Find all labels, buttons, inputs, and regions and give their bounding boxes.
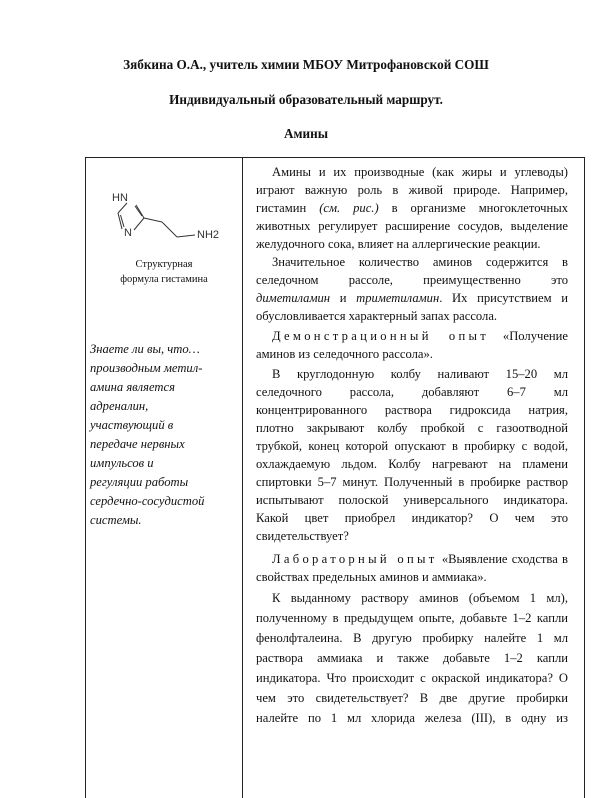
header-route: Индивидуальный образовательный маршрут.	[169, 92, 443, 107]
paragraph-4-line: В круглодонную колбу наливают 15–20 мл	[272, 367, 568, 381]
demo-experiment-title: «Получение	[502, 329, 568, 343]
paragraph-4-line: испытывают полоской универсального индикатора.	[256, 493, 568, 507]
sidebar-line: адреналин,	[90, 399, 149, 413]
header-author: Зябкина О.А., учитель химии МБОУ Митрофановской СОШ	[123, 57, 489, 72]
label-hn: HN	[112, 192, 128, 204]
lab-experiment-heading-line: свойствах предельных аминов и аммиака».	[256, 570, 487, 584]
sidebar-line: производным метил-	[90, 361, 203, 375]
paragraph-4-line: плотно закрывают колбу пробкой с газоотводной	[256, 421, 568, 435]
paragraph-4-line: спиртовки 5–7 минут. Полученный в пробирке раствор	[256, 475, 568, 489]
column-divider	[242, 157, 243, 798]
sidebar-line: сердечно-сосудистой	[90, 494, 205, 508]
sidebar-line: системы.	[90, 513, 142, 527]
see-figure-note: (см. рис.)	[319, 201, 379, 215]
dimethylamine-term: диметиламин	[256, 291, 331, 305]
paragraph-1-line: играют важную роль в живой природе. Например,	[256, 183, 568, 197]
figure-caption-line2: формула гистамина	[120, 274, 208, 285]
sidebar-line: Знаете ли вы, что…	[90, 342, 200, 356]
paragraph-1-line: животных регулирует расширение сосудов, выделение	[256, 219, 568, 233]
paragraph-4-line: охлаждаемую льдом. Колбу нагревают на пламени	[256, 457, 568, 471]
paragraph-2-line: Значительное количество аминов содержится в	[272, 255, 568, 269]
header-topic: Амины	[284, 126, 328, 141]
paragraph-4-line: концентрированного раствора гидроксида натрия,	[256, 403, 568, 417]
histamine-word: гистамин	[256, 201, 307, 215]
paragraph-1-line	[256, 200, 568, 216]
paragraph-4-line: селедочного рассола, добавляют 6–7 мл	[256, 385, 568, 399]
paragraph-6-line: налейте по 1 мл хлорида железа (III), в одну из	[256, 711, 568, 725]
paragraph-4-line: Какой цвет приобрел индикатор? О чем это	[256, 511, 568, 525]
sidebar-line: участвующий в	[90, 418, 174, 432]
sidebar-line: передаче нервных	[90, 437, 185, 451]
paragraph-1-fragment: в организме многоклеточных	[391, 201, 568, 215]
paragraph-6-line: раствора аммиака и также добавьте 1–2 капли	[256, 651, 568, 665]
paragraph-6-line: чем это свидетельствует? В две другие пробирки	[256, 691, 568, 705]
lab-experiment-label: Лабораторный опыт	[272, 552, 438, 566]
figure-caption-line1: Структурная	[135, 259, 193, 270]
conjunction: и	[330, 291, 357, 305]
paragraph-2-line	[256, 290, 568, 306]
sidebar-line: импульсов и	[90, 456, 154, 470]
paragraph-6-line: К выданному раствору аминов (объемом 1 мл),	[272, 591, 568, 605]
trimethylamine-term: триметиламин	[356, 291, 440, 305]
sidebar-line: амина является	[90, 380, 175, 394]
label-n: N	[124, 227, 132, 239]
paragraph-2-line: обусловливается характерный запах рассола.	[256, 309, 498, 323]
demo-experiment-label: Демонстрационный опыт	[272, 329, 490, 343]
paragraph-2-fragment: . Их присутствием и	[439, 291, 569, 305]
demo-experiment-heading-line	[272, 328, 568, 344]
paragraph-6-line: полученному в предыдущем опыте, добавьте 1–2 капли	[256, 611, 568, 625]
histamine-structure-diagram	[100, 185, 230, 250]
paragraph-1-line: желудочного сока, влияет на аллергические реакции.	[256, 237, 541, 251]
paragraph-6-line: фенолфталеина. В другую пробирку налейте 1 мл	[256, 631, 568, 645]
paragraph-4-line: свидетельствует?	[256, 529, 349, 543]
sidebar-line: регуляции работы	[90, 475, 189, 489]
lab-experiment-heading-line	[272, 551, 568, 567]
paragraph-1-line: Амины и их производные (как жиры и углеводы)	[272, 165, 568, 179]
demo-experiment-heading-line: аминов из селедочного рассола».	[256, 347, 433, 361]
paragraph-6-line: индикатора. Что происходит с окраской индикатора? О	[256, 671, 568, 685]
label-nh2: NH2	[197, 229, 220, 241]
paragraph-4-line: трубкой, конец которой опускают в пробирку с водой,	[256, 439, 568, 453]
paragraph-2-line: селедочном рассоле, преимущественно это	[256, 273, 568, 287]
lab-experiment-title: «Выявление сходства в	[441, 552, 568, 566]
